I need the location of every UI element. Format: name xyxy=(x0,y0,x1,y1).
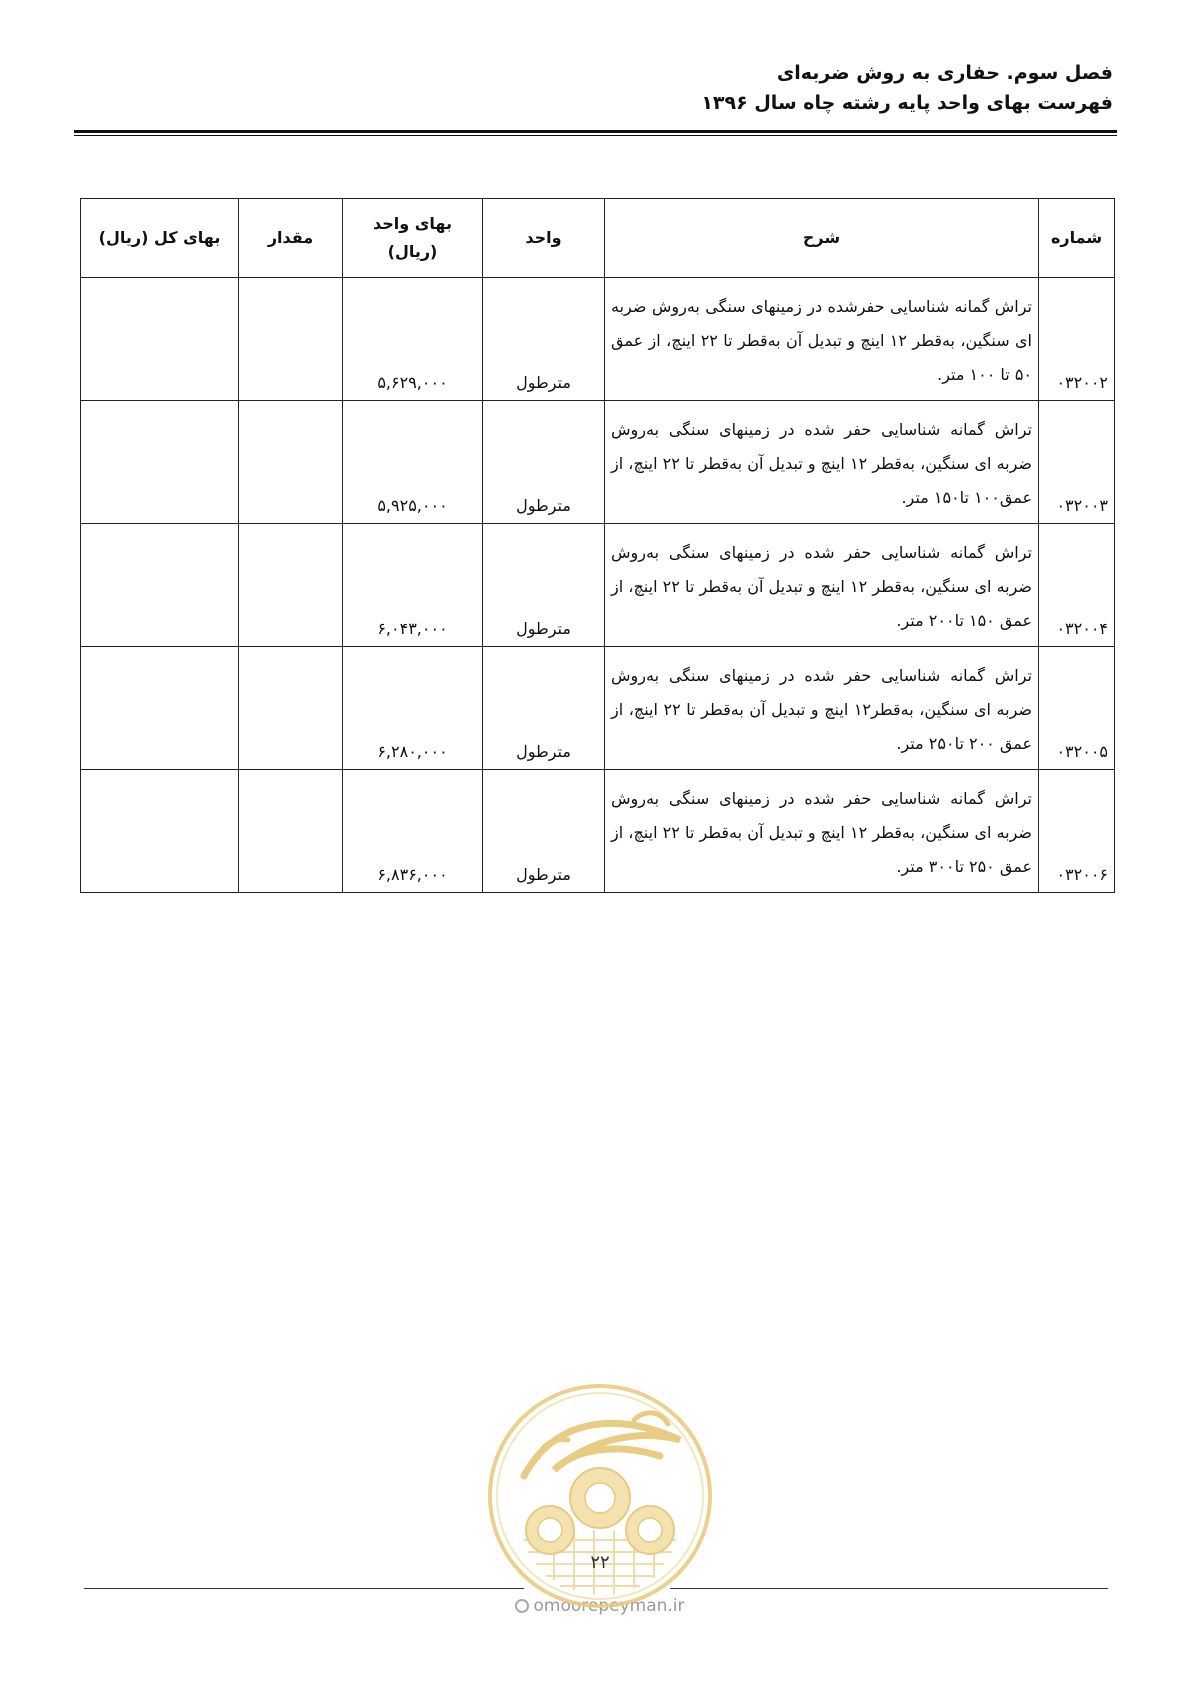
cell-total xyxy=(81,401,239,524)
header-unit-price-currency: (ریال) xyxy=(387,242,438,261)
cell-total xyxy=(81,278,239,401)
header-total-price: بهای کل (ریال) xyxy=(81,199,239,278)
footer-rule-left xyxy=(84,1588,524,1589)
table-header-row xyxy=(81,199,1115,278)
cell-description: تراش گمانه شناسایی حفر شده در زمینهای سنگی به‌روش ضربه ای سنگین، به‌قطر ۱۲ اینچ و تبدیل آن به‌قطر تا ۲۲ اینچ، از عمق ۲۵۰ تا۳۰۰ متر. xyxy=(605,770,1039,893)
table-row xyxy=(81,647,1115,770)
header-description: شرح xyxy=(605,199,1039,278)
page-number: ۲۲ xyxy=(590,1552,610,1573)
header-unit-price-label: بهای واحد xyxy=(372,214,452,233)
cell-unit-price: ۶,۰۴۳,۰۰۰ xyxy=(343,524,483,647)
footer-rule-right xyxy=(670,1588,1108,1589)
cell-description: تراش گمانه شناسایی حفرشده در زمینهای سنگی به‌روش ضربه ای سنگین، به‌قطر ۱۲ اینچ و تبدیل آن به‌قطر تا ۲۲ اینچ، از عمق ۵۰ تا ۱۰۰ متر. xyxy=(605,278,1039,401)
cell-number: ۰۳۲۰۰۵ xyxy=(1039,647,1115,770)
cell-quantity xyxy=(239,401,343,524)
cell-quantity xyxy=(239,647,343,770)
cell-unit-price: ۶,۲۸۰,۰۰۰ xyxy=(343,647,483,770)
cell-unit-price: ۵,۹۲۵,۰۰۰ xyxy=(343,401,483,524)
document-title: فهرست بهای واحد پایه رشته چاه سال ۱۳۹۶ xyxy=(701,92,1113,114)
cell-unit: مترطول xyxy=(483,278,605,401)
table-row xyxy=(81,278,1115,401)
header-quantity: مقدار xyxy=(239,199,343,278)
table-row xyxy=(81,401,1115,524)
cell-number: ۰۳۲۰۰۴ xyxy=(1039,524,1115,647)
cell-unit-price: ۵,۶۲۹,۰۰۰ xyxy=(343,278,483,401)
cell-description: تراش گمانه شناسایی حفر شده در زمینهای سنگی به‌روش ضربه ای سنگین، به‌قطر ۱۲ اینچ و تبدیل آن به‌قطر تا ۲۲ اینچ، از عمق۱۰۰ تا۱۵۰ متر. xyxy=(605,401,1039,524)
cell-unit: مترطول xyxy=(483,770,605,893)
chapter-title: فصل سوم. حفاری به روش ضربه‌ای xyxy=(776,62,1113,84)
header-rule-thick xyxy=(74,130,1117,133)
header-rule-thin xyxy=(74,135,1117,136)
cell-number: ۰۳۲۰۰۶ xyxy=(1039,770,1115,893)
page-header xyxy=(413,58,1113,118)
header-number: شماره xyxy=(1039,199,1115,278)
watermark-seal-logo xyxy=(484,1380,716,1612)
cell-unit: مترطول xyxy=(483,524,605,647)
cell-quantity xyxy=(239,770,343,893)
watermark-url-text: omoorepeyman.ir xyxy=(533,1596,685,1616)
price-table xyxy=(80,198,1115,893)
cell-number: ۰۳۲۰۰۳ xyxy=(1039,401,1115,524)
cell-unit-price: ۶,۸۳۶,۰۰۰ xyxy=(343,770,483,893)
cell-unit: مترطول xyxy=(483,401,605,524)
cell-total xyxy=(81,770,239,893)
cell-total xyxy=(81,647,239,770)
cell-unit: مترطول xyxy=(483,647,605,770)
cell-description: تراش گمانه شناسایی حفر شده در زمینهای سنگی به‌روش ضربه ای سنگین، به‌قطر۱۲ اینچ و تبدیل آن به‌قطر تا ۲۲ اینچ، از عمق ۲۰۰ تا۲۵۰ متر. xyxy=(605,647,1039,770)
cell-description: تراش گمانه شناسایی حفر شده در زمینهای سنگی به‌روش ضربه ای سنگین، به‌قطر ۱۲ اینچ و تبدیل آن به‌قطر تا ۲۲ اینچ، از عمق ۱۵۰ تا۲۰۰ متر. xyxy=(605,524,1039,647)
header-unit: واحد xyxy=(483,199,605,278)
cell-total xyxy=(81,524,239,647)
cell-number: ۰۳۲۰۰۲ xyxy=(1039,278,1115,401)
cell-quantity xyxy=(239,278,343,401)
cell-quantity xyxy=(239,524,343,647)
header-unit-price xyxy=(343,199,483,278)
table-row xyxy=(81,770,1115,893)
table-row xyxy=(81,524,1115,647)
